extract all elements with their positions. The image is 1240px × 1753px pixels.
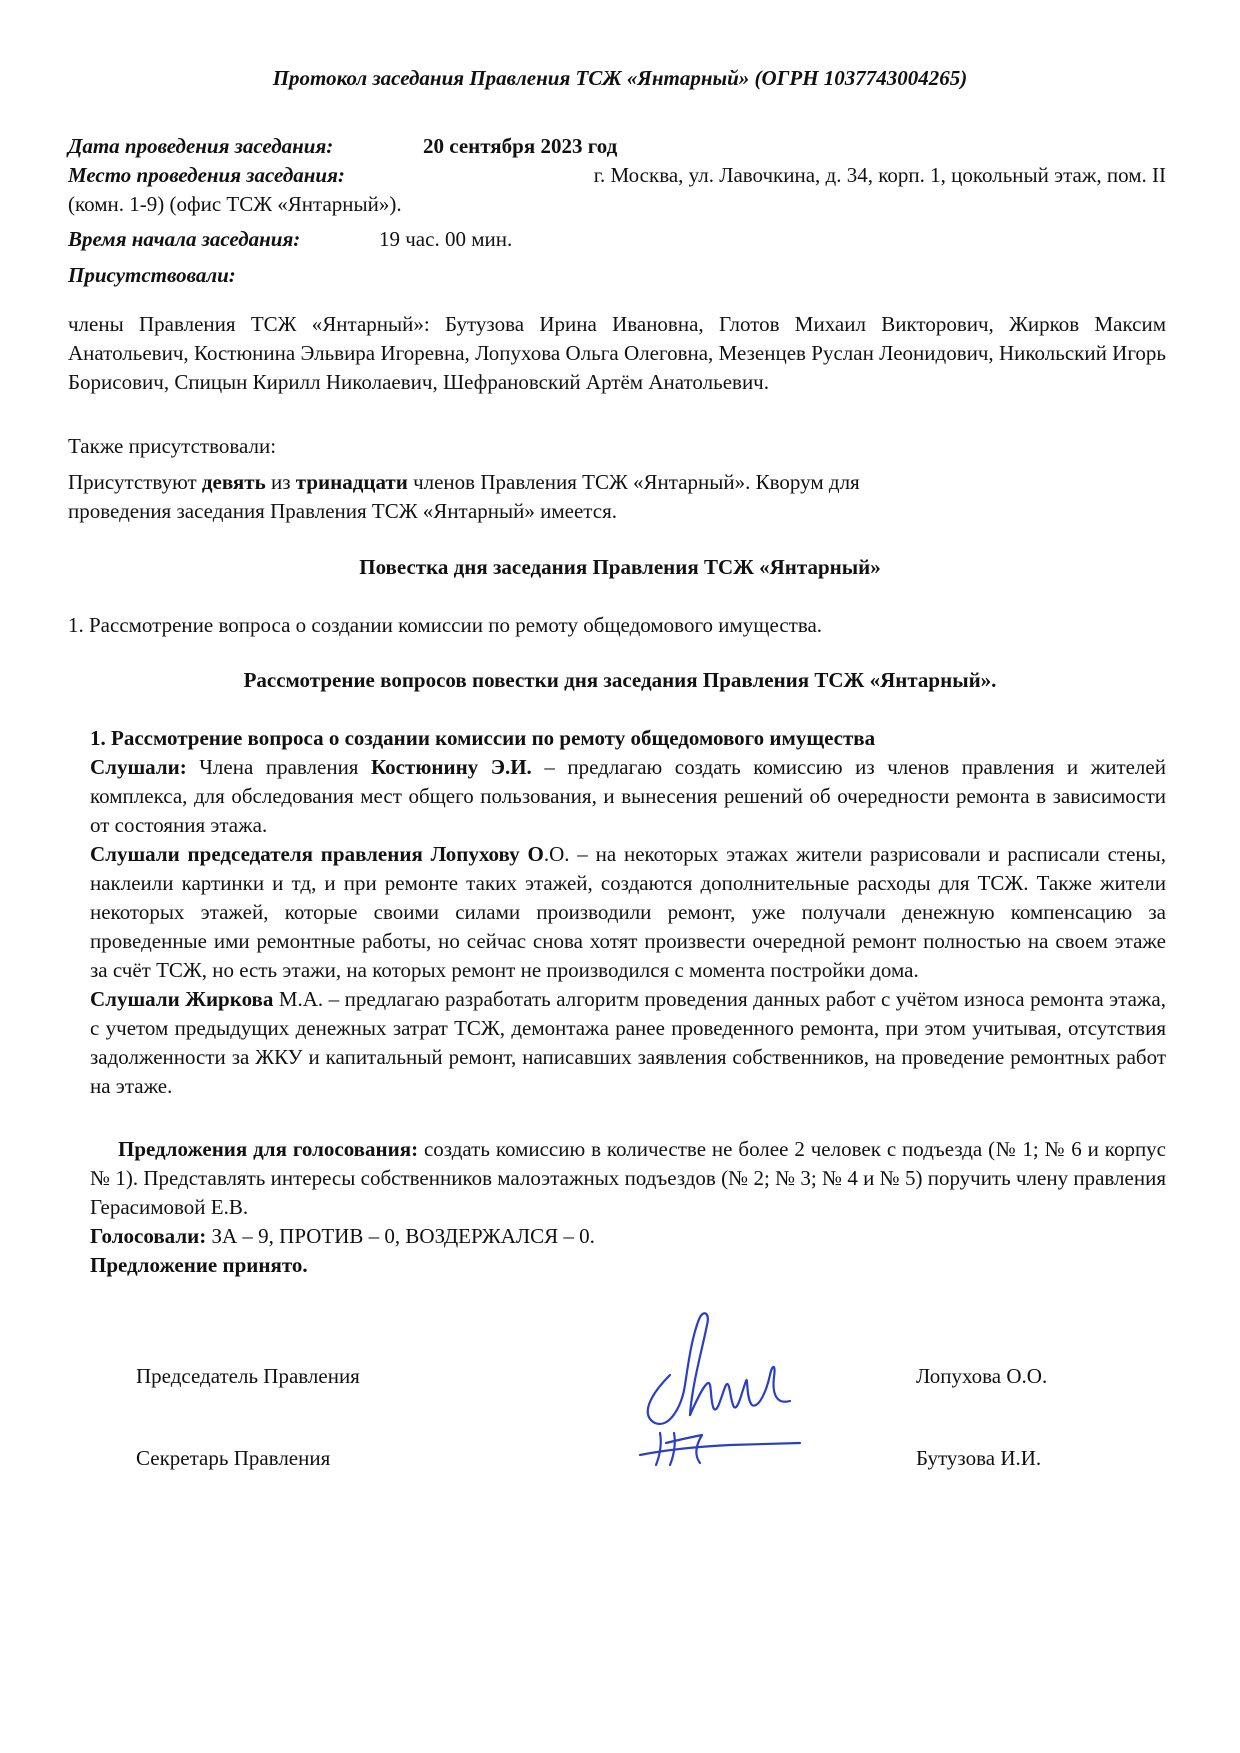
- heard2-paragraph: [90, 840, 1166, 985]
- meeting-place-line2: (комн. 1-9) (офис ТСЖ «Янтарный»).: [68, 192, 402, 216]
- review-title: Рассмотрение вопросов повестки дня заседания Правления ТСЖ «Янтарный».: [243, 668, 997, 692]
- proposal-paragraph: [90, 1135, 1166, 1222]
- quorum-line1-rest: членов Правления ТСЖ «Янтарный». Кворум для: [407, 470, 860, 494]
- accepted-row: Предложение принято.: [90, 1253, 308, 1277]
- heard3-paragraph: [90, 985, 1166, 1101]
- meeting-date-value: 20 сентября 2023 год: [423, 134, 618, 158]
- also-present-label: Также присутствовали:: [68, 434, 277, 458]
- heard3-text: М.А. – предлагаю разработать алгоритм проведения данных работ с учётом износа ремонта этажа, с учетом предыдущих денежных затрат ТСЖ, демонтажа ранее проведенного ремонта, при этом учитывая, отсутствия задолженности за ЖКУ и капитальный ремонт, написавших заявления собственников, на проведение ремонтных работ на этаже.: [90, 987, 1166, 1098]
- quorum-count: девять: [201, 470, 266, 494]
- signature-stroke-1: [648, 1313, 708, 1424]
- signature-stroke-3: [640, 1443, 800, 1455]
- agenda-item-1: 1. Рассмотрение вопроса о создании комиссии по ремоту общедомового имущества.: [68, 613, 823, 637]
- heard1-label: Слушали:: [90, 755, 187, 779]
- quorum-line2: проведения заседания Правления ТСЖ «Янтарный» имеется.: [68, 499, 617, 523]
- start-time-value: 19 час. 00 мин.: [379, 227, 513, 251]
- discussion-section: [90, 724, 1166, 1101]
- secretary-role: Секретарь Правления: [136, 1446, 331, 1470]
- meeting-place-row: [68, 161, 1166, 219]
- voted-row: [90, 1222, 1166, 1251]
- start-time-row: [68, 225, 1166, 254]
- heard1-pre: Члена правления: [186, 755, 371, 779]
- heard1-name: Костюнину Э.И.: [371, 755, 532, 779]
- secretary-name: Бутузова И.И.: [916, 1446, 1042, 1470]
- heard1-text: – предлагаю создать комиссию из членов правления и жителей комплекса, для обследования мест общего пользования, и вынесения решений об очередности ремонта в зависимости от состояния этажа.: [90, 755, 1166, 837]
- start-time-label: Время начала заседания:: [68, 227, 301, 251]
- voted-label: Голосовали:: [90, 1224, 207, 1248]
- heard2-label: Слушали председателя правления Лопухову О: [90, 842, 544, 866]
- voting-section: [90, 1135, 1166, 1280]
- heard1-paragraph: [90, 753, 1166, 840]
- quorum-prefix: Присутствуют: [68, 470, 202, 494]
- handwritten-signature: [630, 1305, 810, 1475]
- heard2-text: .О. – на некоторых этажах жители разрисовали и расписали стены, наклеили картинки и тд, и при ремонте таких этажей, создаются дополнительные расходы для ТСЖ. Также жители некоторых этажей, которые своими силами производили ремонт, уже получали денежную компенсацию за проведенные ими ремонтные работы, но сейчас снова хотят произвести очередной ремонт полностью на своем этаже за счёт ТСЖ, но есть этажи, на которых ремонт не производился с момента постройки дома.: [90, 842, 1166, 982]
- signature-stroke-2: [690, 1367, 790, 1415]
- present-label-text: Присутствовали:: [68, 263, 236, 287]
- present-label: [68, 261, 1166, 290]
- present-list: члены Правления ТСЖ «Янтарный»: Бутузова Ирина Ивановна, Глотов Михаил Викторович, Жирков Максим Анатольевич, Костюнина Эльвира Игоревна, Лопухова Ольга Олеговна, Мезенцев Руслан Леонидович, Никольский Игорь Борисович, Спицын Кирилл Николаевич, Шефрановский Артём Анатольевич.: [68, 312, 1166, 394]
- document-title: Протокол заседания Правления ТСЖ «Янтарный» (ОГРН 1037743004265): [272, 66, 968, 90]
- quorum-paragraph: [68, 468, 1166, 526]
- signature-stroke-4: [656, 1433, 661, 1465]
- proposal-label: Предложения для голосования:: [118, 1137, 419, 1161]
- meeting-date-row: [68, 132, 1166, 161]
- meeting-date-label: Дата проведения заседания:: [68, 134, 334, 158]
- voted-text: ЗА – 9, ПРОТИВ – 0, ВОЗДЕРЖАЛСЯ – 0.: [206, 1224, 595, 1248]
- quorum-mid: из: [265, 470, 296, 494]
- heard3-label: Слушали Жиркова: [90, 987, 274, 1011]
- item1-heading: 1. Рассмотрение вопроса о создании комиссии по ремоту общедомового имущества: [90, 726, 876, 750]
- meeting-place-line1: г. Москва, ул. Лавочкина, д. 34, корп. 1, цокольный этаж, пом. II: [593, 163, 1166, 187]
- chair-role: Председатель Правления: [136, 1364, 360, 1388]
- chair-name: Лопухова О.О.: [916, 1364, 1048, 1388]
- meeting-place-label: Место проведения заседания:: [68, 163, 345, 187]
- agenda-title: Повестка дня заседания Правления ТСЖ «Янтарный»: [359, 555, 881, 579]
- proposal-text: создать комиссию в количестве не более 2 человек с подъезда (№ 1; № 6 и корпус № 1). Представлять интересы собственников малоэтажных подъездов (№ 2; № 3; № 4 и № 5) поручить члену правления Герасимовой Е.В.: [90, 1137, 1167, 1219]
- quorum-total: тринадцати: [295, 470, 408, 494]
